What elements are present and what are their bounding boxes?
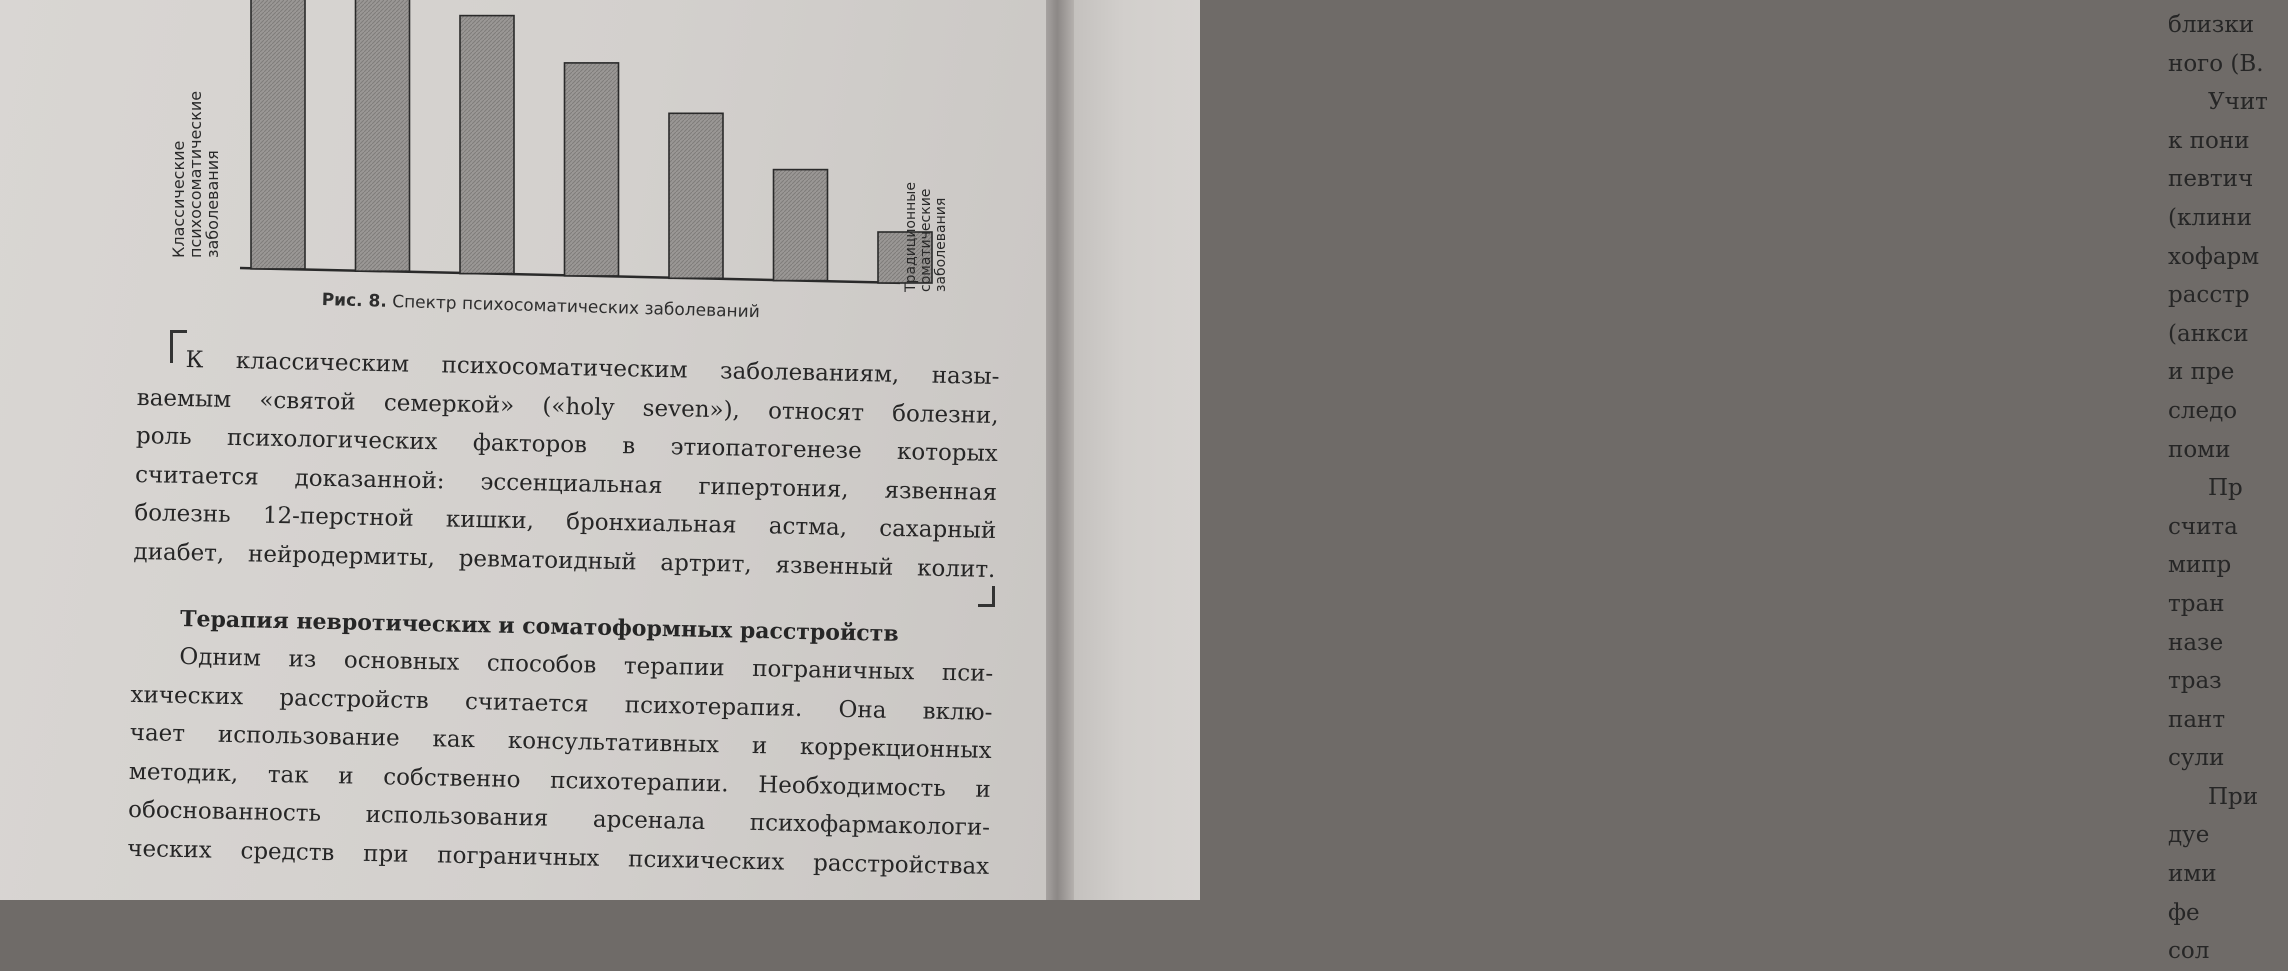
section-line: чает использование как консультативных и коррекционных: [129, 719, 992, 764]
paragraph-line: ваемым «святой семеркой» («holy seven»), относят болезни,: [136, 384, 999, 429]
right-page-line: сули: [2168, 745, 2225, 772]
right-page-line: к пони: [2168, 127, 2250, 154]
right-page-line: При: [2208, 783, 2259, 810]
right-page-line: мипр: [2168, 552, 2232, 579]
section-heading: Терапия невротических и соматоформных расстройств: [179, 605, 899, 647]
body-text: [127, 340, 1000, 886]
right-page-line: фе: [2168, 899, 2200, 926]
paragraph-line: болезнь 12-перстной кишки, бронхиальная астма, сахарный: [134, 499, 997, 545]
section-line: методик, так и собственно психотерапии. Необходимость и: [128, 758, 992, 803]
right-page-line: тран: [2168, 590, 2225, 617]
right-page-line: следо: [2168, 397, 2238, 424]
section-line: Одним из основных способов терапии пограничных пси-: [179, 643, 994, 687]
right-page-line: (клини: [2168, 204, 2252, 231]
right-page-line: расстр: [2168, 282, 2250, 309]
paragraph-line: К классическим психосоматическим заболеваниям, назы-: [185, 347, 1000, 391]
left-axis-label: Классическиепсихосоматическиезаболевания: [169, 90, 222, 258]
right-page-line: траз: [2168, 668, 2222, 695]
right-page-line: сол: [2168, 938, 2210, 965]
right-page-line: и пре: [2168, 359, 2235, 386]
bar-1: [251, 0, 305, 269]
bar-5: [669, 113, 723, 278]
paragraph-line: роль психологических факторов в этиопатогенезе которых: [135, 422, 999, 468]
right-book-page: [1074, 0, 2268, 965]
right-page-line: певтич: [2168, 166, 2254, 193]
right-page-text: [2168, 6, 2288, 971]
left-book-page: [0, 0, 1046, 900]
bar-3: [460, 16, 514, 274]
right-page-line: счита: [2168, 513, 2238, 540]
right-page-line: Пр: [2208, 475, 2243, 502]
paragraph-line: диабет, нейродермиты, ревматоидный артрит, язвенный колит.: [133, 538, 996, 583]
section-line: ческих средств при пограничных психических расстройствах: [127, 835, 990, 880]
section-line: обоснованность использования арсенала психофармакологи-: [127, 796, 991, 841]
right-page-line: назе: [2168, 629, 2224, 656]
right-page-line: поми: [2168, 436, 2231, 463]
right-axis-label: Традиционныесоматическиезаболевания: [903, 182, 949, 292]
right-page-line: хофарм: [2168, 243, 2260, 270]
section-line: хических расстройств считается психотерапия. Она вклю-: [130, 681, 993, 726]
right-page-line: (анкси: [2168, 320, 2249, 347]
figure-number: Рис. 8.: [321, 290, 388, 312]
bar-2: [356, 0, 410, 271]
figure-title: Спектр психосоматических заболеваний: [391, 291, 761, 323]
bar-6: [774, 170, 828, 281]
spectrum-bar-chart: [0, 0, 1046, 330]
right-page-line: ими: [2168, 861, 2217, 888]
right-page-line: пант: [2168, 706, 2226, 733]
right-page-line: дуе: [2168, 822, 2210, 849]
right-page-line: ного (В.: [2168, 50, 2264, 77]
right-page-line: близки: [2168, 12, 2255, 38]
book-spine: [1046, 0, 1074, 900]
bar-4: [565, 63, 619, 276]
right-page-line: Учит: [2208, 89, 2268, 116]
paragraph-line: считается доказанной: эссенциальная гипертония, язвенная: [134, 461, 998, 506]
